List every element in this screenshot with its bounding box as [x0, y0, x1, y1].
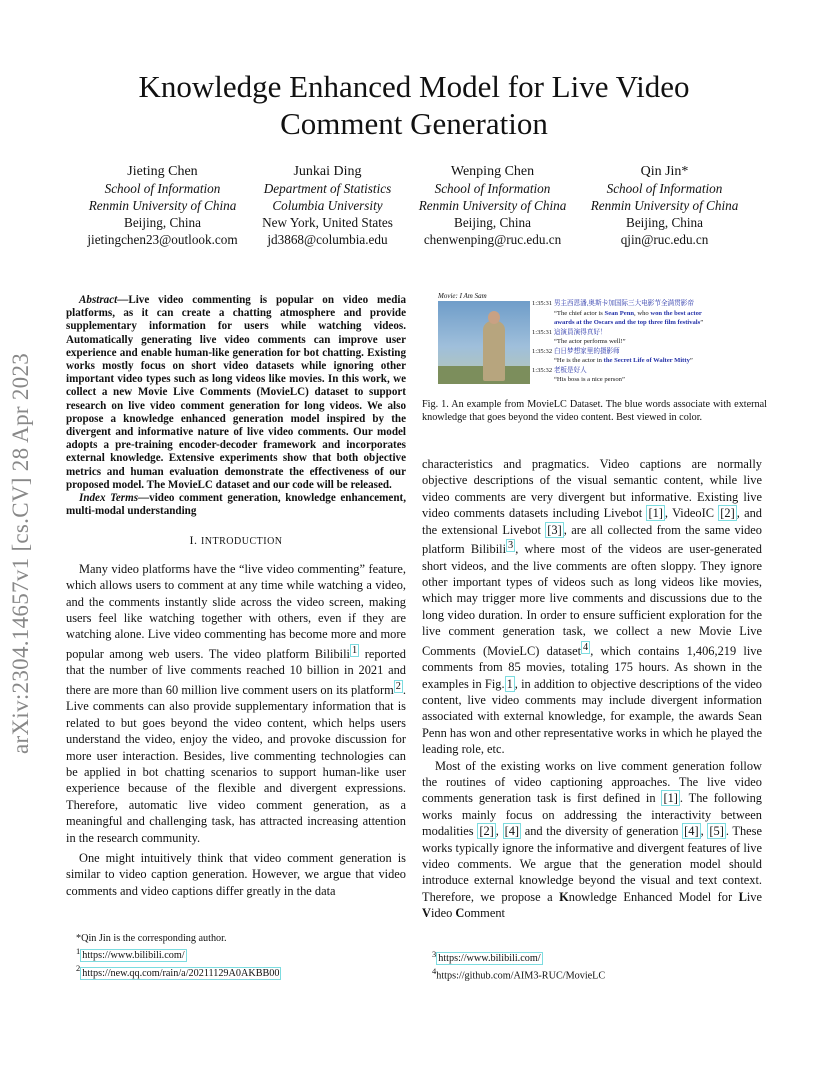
comment-translation: “The actor performs well!”	[554, 338, 626, 345]
comment-chinese: 白日梦想家里的摄影师	[553, 347, 620, 355]
author-affiliation: Department of Statistics	[263, 181, 392, 196]
text-span: ideo	[430, 906, 456, 921]
video-frame-image	[438, 301, 530, 384]
footnote-mark: 2	[76, 963, 81, 974]
comment-translation	[532, 309, 768, 319]
author-email[interactable]: jietingchen23@outlook.com	[87, 232, 238, 247]
intro-paragraph-1	[66, 561, 406, 846]
author-location: Beijing, China	[124, 215, 201, 230]
figure-movie-label: Movie: I Am Sam	[438, 292, 487, 300]
footnote-1	[76, 945, 406, 962]
text-span: , where most of the videos are user-generated short videos, and the live comments are often sloppy. They ignore other important types of videos such as long videos like movies, which may trigger more live comments and discussions due to the long video duration. In order to ensure sufficient exploration for the live comment generation task, we collect a new Movie Live Comments (MovieLC) dataset	[422, 542, 762, 658]
footnote-link-2[interactable]: 2	[395, 680, 401, 692]
section-number: I.	[189, 533, 201, 548]
comment-time: 1:35:32	[532, 347, 553, 355]
index-terms	[66, 492, 406, 518]
comment-time: 1:35:31	[532, 300, 553, 307]
text-span: nowledge Enhanced Model for	[568, 889, 739, 904]
text-span: , which contains 1,406,219 live comments from 85 movies, totaling 175 hours. As shown in the examples in Fig.	[422, 643, 762, 691]
text-span: characteristics and pragmatics. Video captions are normally objective descriptions of the visual semantic content, while live video comments are very divergent but informative. Existing live video comments datasets including Livebot	[422, 457, 762, 521]
text-span: . The following works mainly focus on addressing the interactivity between modalities	[422, 791, 762, 839]
text-span: ”	[689, 357, 693, 364]
text-span: , in addition to objective descriptions of the video content, live video comments may include divergent information associated with external knowledge, for example, the awards Sean Penn has won and other representative works in which he played the leading role, etc.	[422, 676, 762, 757]
author-email[interactable]: jd3868@columbia.edu	[267, 232, 388, 247]
bold-letter: C	[455, 906, 465, 921]
citation-2[interactable]: [2]	[720, 506, 735, 521]
text-span: , are all collected from the same video platform Bilibili	[422, 522, 762, 557]
footnote-link-1[interactable]: 1	[351, 644, 358, 656]
footnote-url-3[interactable]: https://www.bilibili.com/	[438, 953, 541, 965]
section-heading-introduction	[66, 532, 406, 550]
comment-chinese: 男主西恩潘,奥斯卡加国际三大电影节全满贯影帝	[553, 300, 694, 307]
footnote-link-3[interactable]: 3	[508, 540, 514, 552]
arxiv-identifier: arXiv:2304.14657v1 [cs.CV] 28 Apr 2023	[8, 352, 33, 754]
author-location: Beijing, China	[626, 215, 703, 230]
author-institution: Columbia University	[272, 198, 383, 213]
citation-3[interactable]: [3]	[547, 522, 562, 537]
left-footnotes	[76, 932, 406, 980]
abstract	[66, 294, 406, 492]
text-span: , and the extensional Livebot	[422, 506, 763, 537]
author-block-4	[582, 163, 747, 248]
abstract-text: —Live video commenting is popular on video media platforms, as it can create a chatting atmosphere and provide supplementary information for users while watching videos. Automatically generating live video comments can improve user experience and enable human-like generation for bot chatting. Existing works mostly focus on short video datasets while ignoring other important video types such as long videos like movies. In this work, we collect a new Movie Live Comments (MovieLC) dataset to support research on live video comment generation for long videos. We also propose a knowledge enhanced generation model inspired by the divergent and informative nature of live video comments. Our model adopts a pre-training encoder-decoder framework and incorporates external knowledge. Extensive experiments show that both objective metrics and human evaluation demonstrate the effectiveness of our proposed model. The MovieLC dataset and our code will be released.	[66, 294, 406, 491]
text-span: “He is the actor in	[554, 357, 604, 364]
comment-line	[532, 328, 768, 338]
author-affiliation: School of Information	[104, 181, 221, 196]
citation-4[interactable]: [4]	[684, 824, 699, 839]
paper-title	[60, 68, 768, 142]
bold-letter: K	[559, 889, 569, 904]
comment-chinese: 這演員演得真好！	[553, 328, 607, 336]
author-email[interactable]: chenwenping@ruc.edu.cn	[423, 232, 562, 247]
index-terms-text: —video comment generation, knowledge enhancement, multi-modal understanding	[66, 492, 406, 518]
author-name: Jieting Chen	[127, 164, 198, 179]
right-footnotes	[432, 948, 762, 983]
footnote-link-4[interactable]: 4	[583, 641, 589, 653]
comment-line	[532, 366, 768, 376]
text-span: . Live comments can also provide supplementary information that is related to but goes beyond the video content, which helps users understand the video, enjoy the video, and provoke discussion for more user interaction. Besides, live commenting technologies can be applied in bot chatting scenarios to support human-like user experience because of the flexible and divergent expressions. Therefore, automatic live video comment generation, as a meaningful and challenging task, has attracted increasing attention in the research community.	[66, 682, 406, 845]
text-span: , VideoIC	[664, 506, 719, 521]
knowledge-span: won the best actor	[650, 309, 702, 317]
section-title: INTRODUCTION	[200, 536, 283, 548]
text-span: . These works typically ignore the informative and divergent features of live video comments. We argue that the generation model should introduce external knowledge beyond the visual and text context. Therefore, we propose a	[422, 824, 763, 904]
citation-1[interactable]: [1]	[663, 791, 678, 806]
text-span: ”	[700, 319, 704, 326]
text-span: “The chief actor is	[554, 309, 605, 317]
author-affiliation: School of Information	[606, 181, 723, 196]
text-span: , who	[634, 309, 651, 317]
author-block-3	[410, 163, 575, 248]
author-email[interactable]: qjin@ruc.edu.cn	[620, 232, 709, 247]
comment-line	[532, 299, 768, 309]
text-span: Most of the existing works on live comment generation follow the routines of video captioning approaches. The live video comments generation task is first defined in	[422, 758, 762, 806]
footnote-url-1[interactable]: https://www.bilibili.com/	[82, 950, 185, 962]
text-span: and the diversity of generation	[521, 824, 683, 839]
author-name: Junkai Ding	[293, 164, 362, 179]
figure-comments	[532, 299, 768, 385]
footnote-mark: 4	[432, 966, 437, 977]
footnote-mark: 3	[432, 949, 437, 959]
knowledge-span: awards at the Oscars and the top three film festivals	[554, 319, 701, 326]
comment-translation	[532, 356, 768, 366]
figure-reference[interactable]: 1	[506, 676, 513, 691]
footnote-4	[432, 965, 762, 982]
abstract-label: Abstract	[79, 294, 118, 306]
footnote-url-2[interactable]: https://new.qq.com/rain/a/20211129A0AKBB00	[82, 967, 280, 979]
footnote-url-4[interactable]: https://github.com/AIM3-RUC/MovieLC	[436, 970, 606, 982]
text-span: Many video platforms have the “live video commenting” feature, which allows users to comment at any time while watching a video, and the comments instantly slide across the video screen, making users feel like watching together with others, even if they are watching alone. Live video commenting has become more and more popular among web users. The video platform Bilibili	[66, 561, 406, 662]
knowledge-span: the Secret Life of Walter Mitty	[603, 357, 690, 364]
footnote-2	[76, 962, 406, 979]
text-span: omment	[464, 906, 505, 921]
frame-person-head	[488, 311, 500, 324]
text-span: reported that the number of live comments reached 10 billion in 2021 and there are more than 60 million live comment users on its platform	[66, 647, 406, 697]
author-block-1	[80, 163, 245, 248]
title-line-2: Comment Generation	[280, 106, 548, 141]
footnote-star: *Qin Jin is the corresponding author.	[76, 933, 227, 944]
citation-1[interactable]: [1]	[648, 506, 663, 521]
author-name: Wenping Chen	[450, 164, 535, 179]
author-name: Qin Jin*	[640, 164, 689, 179]
title-line-1: Knowledge Enhanced Model for Live Video	[138, 69, 690, 104]
left-column	[66, 294, 406, 899]
bold-letter: V	[422, 906, 431, 921]
author-institution: Renmin University of China	[418, 198, 567, 213]
figure-caption: Fig. 1. An example from MovieLC Dataset. The blue words associate with external knowledge that goes beyond the video content. Best viewed in color.	[422, 399, 767, 423]
comment-translation	[532, 318, 768, 328]
author-affiliation: School of Information	[434, 181, 551, 196]
text-span: ive	[746, 889, 762, 904]
right-paragraph-1	[422, 456, 762, 758]
intro-paragraph-2: One might intuitively think that video comment generation is similar to video caption generation. However, we argue that video comments and video captions differ greatly in the data	[66, 851, 406, 898]
comment-line	[532, 347, 768, 357]
footnote-mark: 1	[76, 946, 81, 956]
citation-5[interactable]: [5]	[709, 824, 724, 839]
citation-4[interactable]: [4]	[504, 824, 520, 839]
index-terms-label: Index Terms	[79, 492, 139, 505]
figure-1	[438, 292, 768, 387]
frame-person	[483, 321, 505, 381]
author-block-2	[250, 163, 405, 248]
comment-time: 1:35:31	[532, 328, 553, 336]
author-institution: Renmin University of China	[590, 198, 739, 213]
citation-2[interactable]: [2]	[479, 824, 494, 839]
right-paragraph-2: Most of the existing works on live comment generation follow the routines of video captioning approaches. The live video comments generation task is first defined in [1] . The following works mainly focus on addressing the interactivity between modalities [2] , [4] and the diversity of generation [4] , [5] . These works typically ignore the informative and divergent features of live video comments. We argue that the generation model should introduce external knowledge beyond the visual and text context. Therefore, we propose a Knowledge Enhanced Model for Live Video Comment	[422, 758, 763, 921]
author-institution: Renmin University of China	[88, 198, 237, 213]
comment-chinese: 老板是好人	[553, 366, 587, 374]
comment-translation: “His boss is a nice person”	[554, 376, 625, 383]
knowledge-span: Sean Penn	[604, 309, 635, 317]
author-location: New York, United States	[262, 215, 393, 230]
bold-letter: L	[738, 889, 747, 904]
right-column	[422, 456, 762, 922]
footnote-3	[432, 948, 762, 965]
author-location: Beijing, China	[454, 215, 531, 230]
comment-time: 1:35:32	[532, 366, 553, 374]
